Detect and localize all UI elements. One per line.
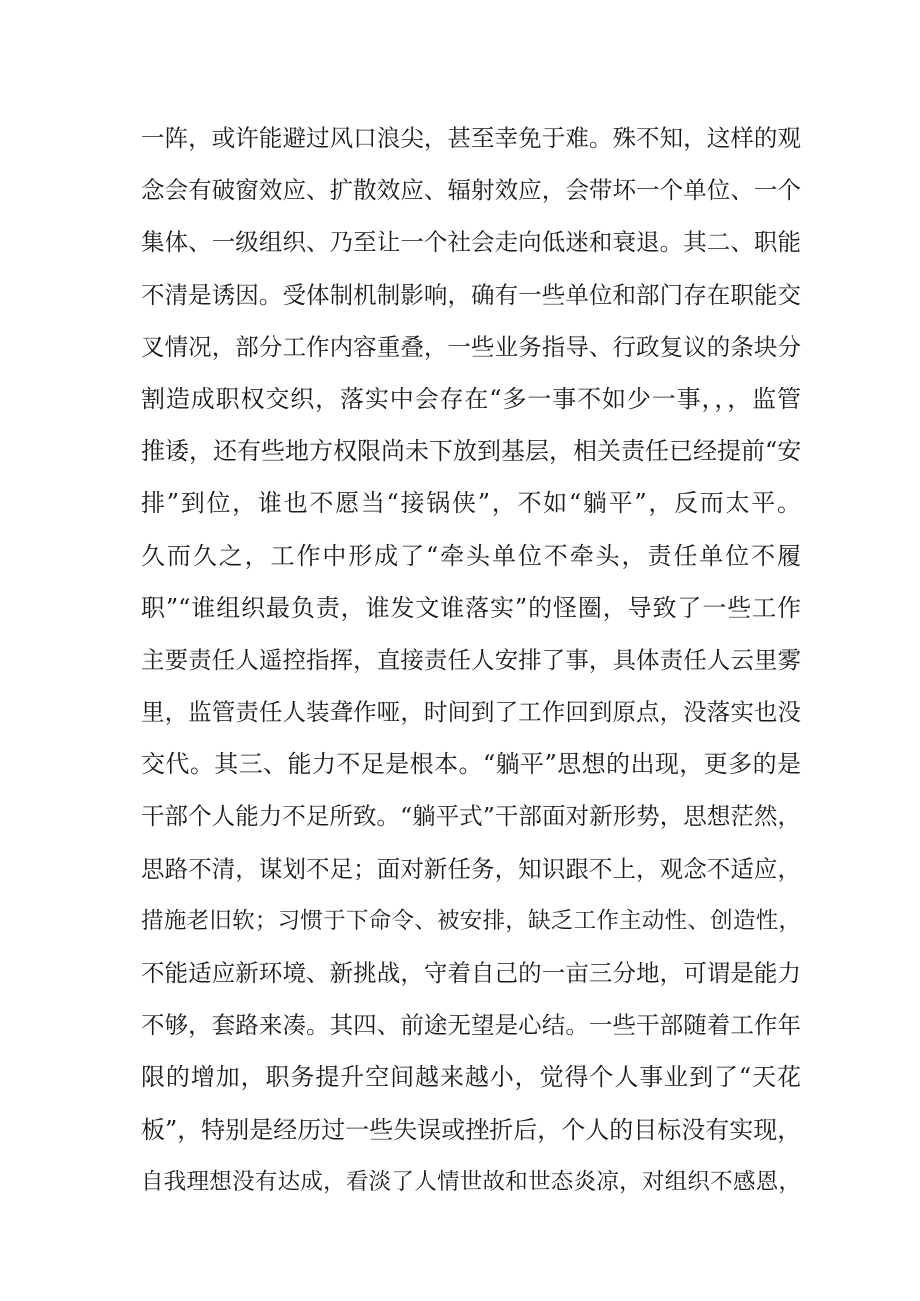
text-line: 主要责任人遥控指挥，直接责任人安排了事，具体责任人云里雾: [141, 645, 801, 674]
text-line: 不能适应新环境、新挑战，守着自己的一亩三分地，可谓是能力: [141, 959, 801, 987]
text-line: 推诿，还有些地方权限尚未下放到基层，相关责任已经提前“安: [141, 437, 802, 466]
text-line: 思路不清，谋划不足；面对新任务，知识跟不上，观念不适应，: [141, 854, 801, 883]
text-line: 割造成职权交织，落实中会存在“多一事不如少一事，，，监管: [141, 384, 801, 413]
text-line: 念会有破窗效应、扩散效应、辐射效应，会带坏一个单位、一个: [141, 176, 801, 205]
text-line: 集体、一级组织、乃至让一个社会走向低迷和衰退。其二、职能: [141, 228, 801, 257]
text-line: 排”到位，谁也不愿当“接锅侠”，不如“躺平”，反而太平。: [141, 489, 801, 518]
text-line: 职”“谁组织最负责，谁发文谁落实”的怪圈，导致了一些工作: [141, 593, 801, 622]
text-line: 一阵，或许能避过风口浪尖，甚至幸免于难。殊不知，这样的观: [141, 124, 801, 152]
text-line: 板”，特别是经历过一些失误或挫折后，个人的目标没有实现，: [141, 1115, 802, 1144]
text-line: 不清是诱因。受体制机制影响，确有一些单位和部门存在职能交: [141, 280, 801, 309]
body-paragraph: [141, 112, 801, 1208]
text-line: 交代。其三、能力不足是根本。“躺平”思想的出现，更多的是: [141, 750, 801, 779]
text-line: 自我理想没有达成，看淡了人情世故和世态炎凉，对组织不感恩，: [141, 1168, 801, 1195]
text-line: 措施老旧软；习惯于下命令、被安排，缺乏工作主动性、创造性，: [141, 907, 801, 934]
text-line: 叉情况，部分工作内容重叠，一些业务指导、行政复议的条块分: [141, 332, 801, 361]
text-line: 里，监管责任人装聋作哑，时间到了工作回到原点，没落实也没: [141, 698, 801, 727]
text-line: 限的增加，职务提升空间越来越小，觉得个人事业到了“天花: [141, 1063, 801, 1092]
text-line: 干部个人能力不足所致。“躺平式”干部面对新形势，思想茫然，: [141, 802, 801, 831]
text-line: 不够，套路来凑。其四、前途无望是心结。一些干部随着工作年: [141, 1011, 801, 1040]
text-line: 久而久之，工作中形成了“牵头单位不牵头，责任单位不履: [141, 541, 801, 570]
